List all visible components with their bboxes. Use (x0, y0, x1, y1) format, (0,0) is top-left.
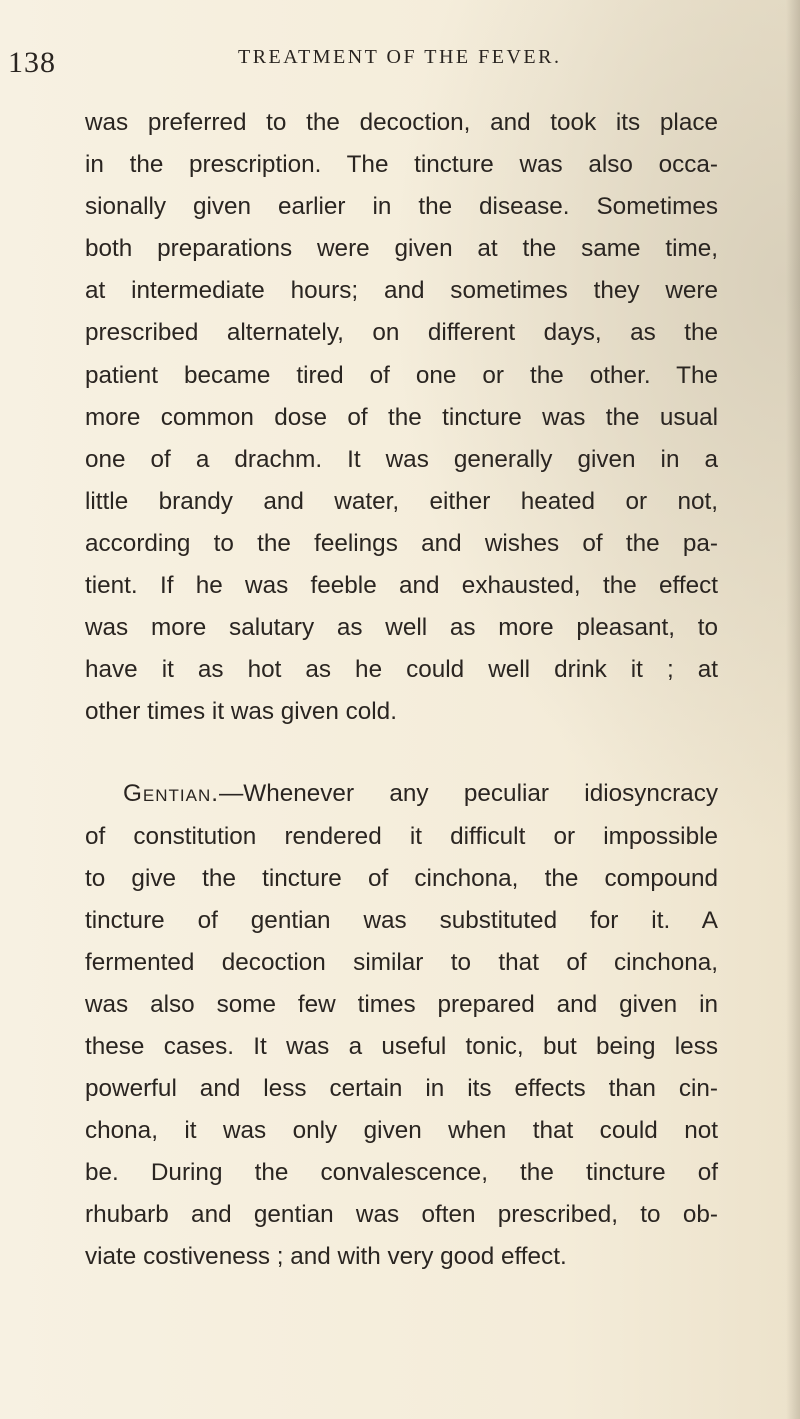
text-line: more common dose of the tincture was the usual (85, 403, 718, 431)
text-line: one of a drachm. It was generally given in a (85, 445, 718, 473)
text-line: tincture of gentian was substituted for it. A (85, 906, 718, 934)
paragraph-tincture (85, 102, 718, 733)
text-line: according to the feelings and wishes of the pa- (85, 529, 718, 557)
text-line: powerful and less certain in its effects than cin- (85, 1075, 718, 1103)
page-edge-shadow (786, 0, 800, 1419)
text-line: patient became tired of one or the other. The (85, 361, 718, 389)
running-title: TREATMENT OF THE FEVER. (238, 46, 562, 68)
text-line: have it as hot as he could well drink it ; at (85, 656, 718, 684)
text-line: was preferred to the decoction, and took its place (85, 109, 718, 136)
text-line: these cases. It was a useful tonic, but being less (85, 1032, 718, 1060)
paragraph-gap (85, 733, 718, 773)
page-number: 138 (8, 46, 56, 79)
text-line: viate costiveness ; and with very good effect. (85, 1243, 567, 1271)
section-heading: Gentian. (123, 780, 219, 808)
text-line-first (85, 773, 718, 815)
text-line: little brandy and water, either heated or not, (85, 487, 718, 515)
text-line: in the prescription. The tincture was also occa- (85, 151, 718, 179)
text-line: prescribed alternately, on different days, as the (85, 319, 718, 347)
text-line: at intermediate hours; and sometimes they were (85, 277, 718, 305)
text-line: tient. If he was feeble and exhausted, the effect (85, 572, 718, 600)
text-line: sionally given earlier in the disease. Sometimes (85, 193, 718, 221)
text-line: chona, it was only given when that could not (85, 1117, 718, 1145)
text-line: to give the tincture of cinchona, the compound (85, 864, 718, 892)
text-line: rhubarb and gentian was often prescribed, to ob- (85, 1201, 718, 1229)
body-text (85, 102, 718, 1279)
first-line-text: —Whenever any peculiar idiosyncracy (219, 780, 718, 808)
text-line: was also some few times prepared and given in (85, 990, 718, 1018)
text-line: other times it was given cold. (85, 698, 397, 726)
text-line: was more salutary as well as more pleasant, to (85, 614, 718, 642)
running-head (8, 46, 738, 79)
text-line: of constitution rendered it difficult or impossible (85, 822, 718, 850)
text-line: be. During the convalescence, the tincture of (85, 1159, 718, 1187)
paragraph-gentian (85, 773, 718, 1278)
text-line: fermented decoction similar to that of cinchona, (85, 948, 718, 976)
text-line: both preparations were given at the same time, (85, 235, 718, 263)
